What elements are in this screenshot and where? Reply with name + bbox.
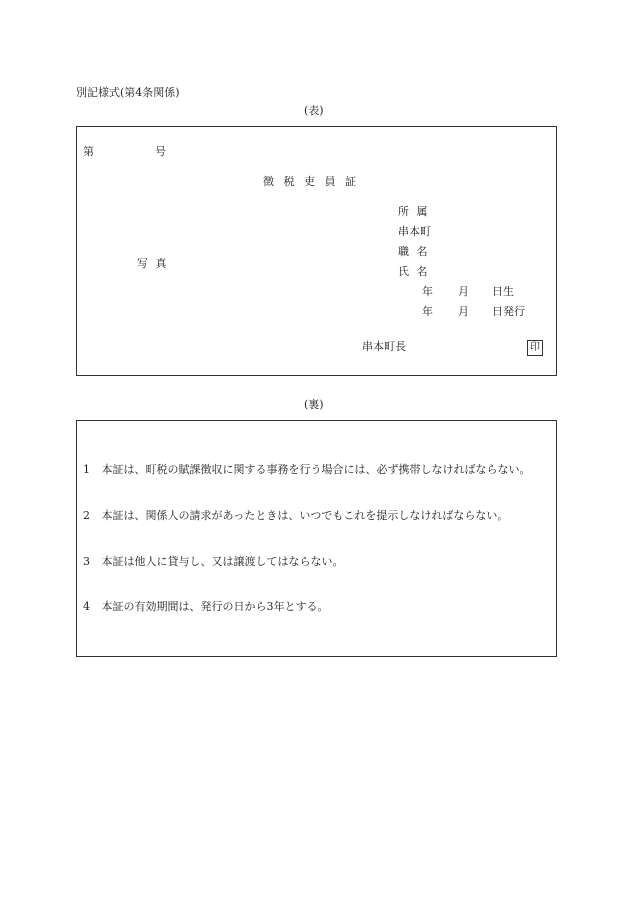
rule-text: 本証の有効期間は、発行の日から3年とする。 xyxy=(101,600,329,613)
issue-day: 日発行 xyxy=(492,305,525,318)
rule-text: 本証は、関係人の請求があったときは、いつでもこれを提示しなければならない。 xyxy=(101,509,509,522)
number-suffix: 号 xyxy=(155,145,166,158)
birth-day: 日生 xyxy=(492,285,514,298)
front-card xyxy=(76,126,557,376)
form-title: 別記様式(第4条関係) xyxy=(76,86,180,99)
position-label: 職 名 xyxy=(398,245,430,258)
rule-item xyxy=(83,555,344,569)
number-prefix: 第 xyxy=(83,145,94,158)
rule-number: 3 xyxy=(83,555,90,568)
back-label: (裏) xyxy=(304,398,324,411)
affiliation-label: 所 属 xyxy=(398,205,430,218)
affiliation-value: 串本町 xyxy=(398,225,431,238)
issuer-name: 串本町長 xyxy=(362,340,406,353)
front-label: (表) xyxy=(304,104,324,117)
issue-year: 年 xyxy=(422,305,433,318)
rule-item xyxy=(83,463,531,477)
issue-month: 月 xyxy=(458,305,469,318)
birth-year: 年 xyxy=(422,285,433,298)
rule-text: 本証は他人に貸与し、又は譲渡してはならない。 xyxy=(101,555,344,568)
photo-label: 写 真 xyxy=(137,257,169,270)
rule-number: 2 xyxy=(83,509,90,522)
rule-text: 本証は、町税の賦課徴収に関する事務を行う場合には、必ず携帯しなければならない。 xyxy=(101,463,531,476)
rule-item xyxy=(83,600,329,614)
birth-month: 月 xyxy=(458,285,469,298)
card-title: 徴 税 吏 員 証 xyxy=(263,175,359,188)
back-card xyxy=(76,420,557,657)
rule-number: 4 xyxy=(83,600,90,613)
seal-mark: 印 xyxy=(527,340,543,356)
rule-item xyxy=(83,509,508,523)
name-label: 氏 名 xyxy=(398,265,430,278)
rule-number: 1 xyxy=(83,463,90,476)
